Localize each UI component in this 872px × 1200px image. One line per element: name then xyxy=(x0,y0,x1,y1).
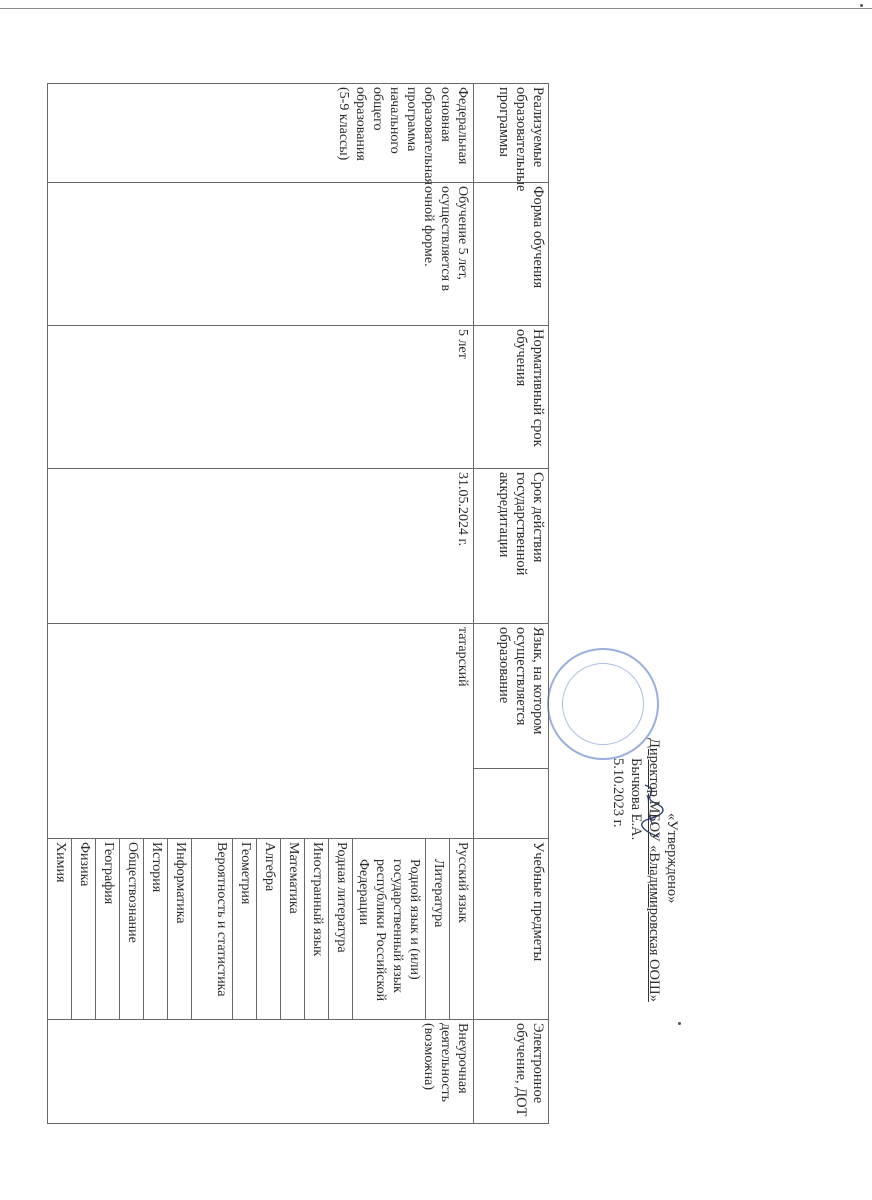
cell-program: Федеральная основная образовательная программа начального общего образования (5-9 классы) xyxy=(48,84,474,183)
subject-probability: Вероятность и статистика xyxy=(192,839,233,1020)
cell-language: татарский xyxy=(48,624,474,839)
subject-geography: География xyxy=(96,839,120,1020)
rotated-page-content xyxy=(53,83,689,1123)
subject-literature: Литература xyxy=(426,839,450,1020)
cell-elearning: Внеурочная деятельность (возможна) xyxy=(48,1020,474,1124)
approval-block xyxy=(609,738,681,1038)
subject-foreign-language: Иностранный язык xyxy=(305,839,329,1020)
subject-native-language: Родной язык и (или) государственный язык республики Российской Федерации xyxy=(353,839,426,1020)
header-language-spacer xyxy=(474,769,549,839)
scan-edge-line xyxy=(0,8,872,9)
approval-date: 5.10.2023 г. xyxy=(610,758,626,828)
header-accreditation: Срок действия государственной аккредитации xyxy=(474,469,549,624)
subject-chemistry: Химия xyxy=(48,839,72,1020)
table-header-row xyxy=(474,84,549,1124)
subject-social-studies: Обществознание xyxy=(120,839,144,1020)
subject-algebra: Алгебра xyxy=(257,839,281,1020)
header-programs: Реализуемые образовательные программы xyxy=(474,84,549,183)
scan-speck xyxy=(860,4,863,7)
header-term: Нормативный срок обучения xyxy=(474,326,549,469)
cell-accreditation: 31.05.2024 г. xyxy=(48,469,474,624)
subject-informatics: Информатика xyxy=(168,839,192,1020)
cell-term: 5 лет xyxy=(48,326,474,469)
header-form: Форма обучения xyxy=(474,183,549,326)
seal-stamp-inner xyxy=(562,663,644,745)
subject-physics: Физика xyxy=(72,839,96,1020)
header-elearning: Электронное обучение, ДОТ xyxy=(474,1020,549,1124)
table-row xyxy=(450,84,474,1124)
approval-title: «Утверждено» xyxy=(664,813,680,904)
programs-table xyxy=(47,83,549,1124)
header-subjects: Учебные предметы xyxy=(474,839,549,1020)
subject-russian: Русский язык xyxy=(450,839,474,1020)
header-language: Язык, на котором осуществляется образование xyxy=(474,624,549,769)
subject-math: Математика xyxy=(281,839,305,1020)
cell-form: Обучение 5 лет, осуществляется в очной форме. xyxy=(48,183,474,326)
subject-native-literature: Родная литература xyxy=(329,839,353,1020)
subject-geometry: Геометрия xyxy=(233,839,257,1020)
approval-director: Директор МБОУ «Владимировская ООШ» xyxy=(646,738,662,1002)
subject-history: История xyxy=(144,839,168,1020)
approval-name: Бычкова Е.А. xyxy=(628,758,644,841)
